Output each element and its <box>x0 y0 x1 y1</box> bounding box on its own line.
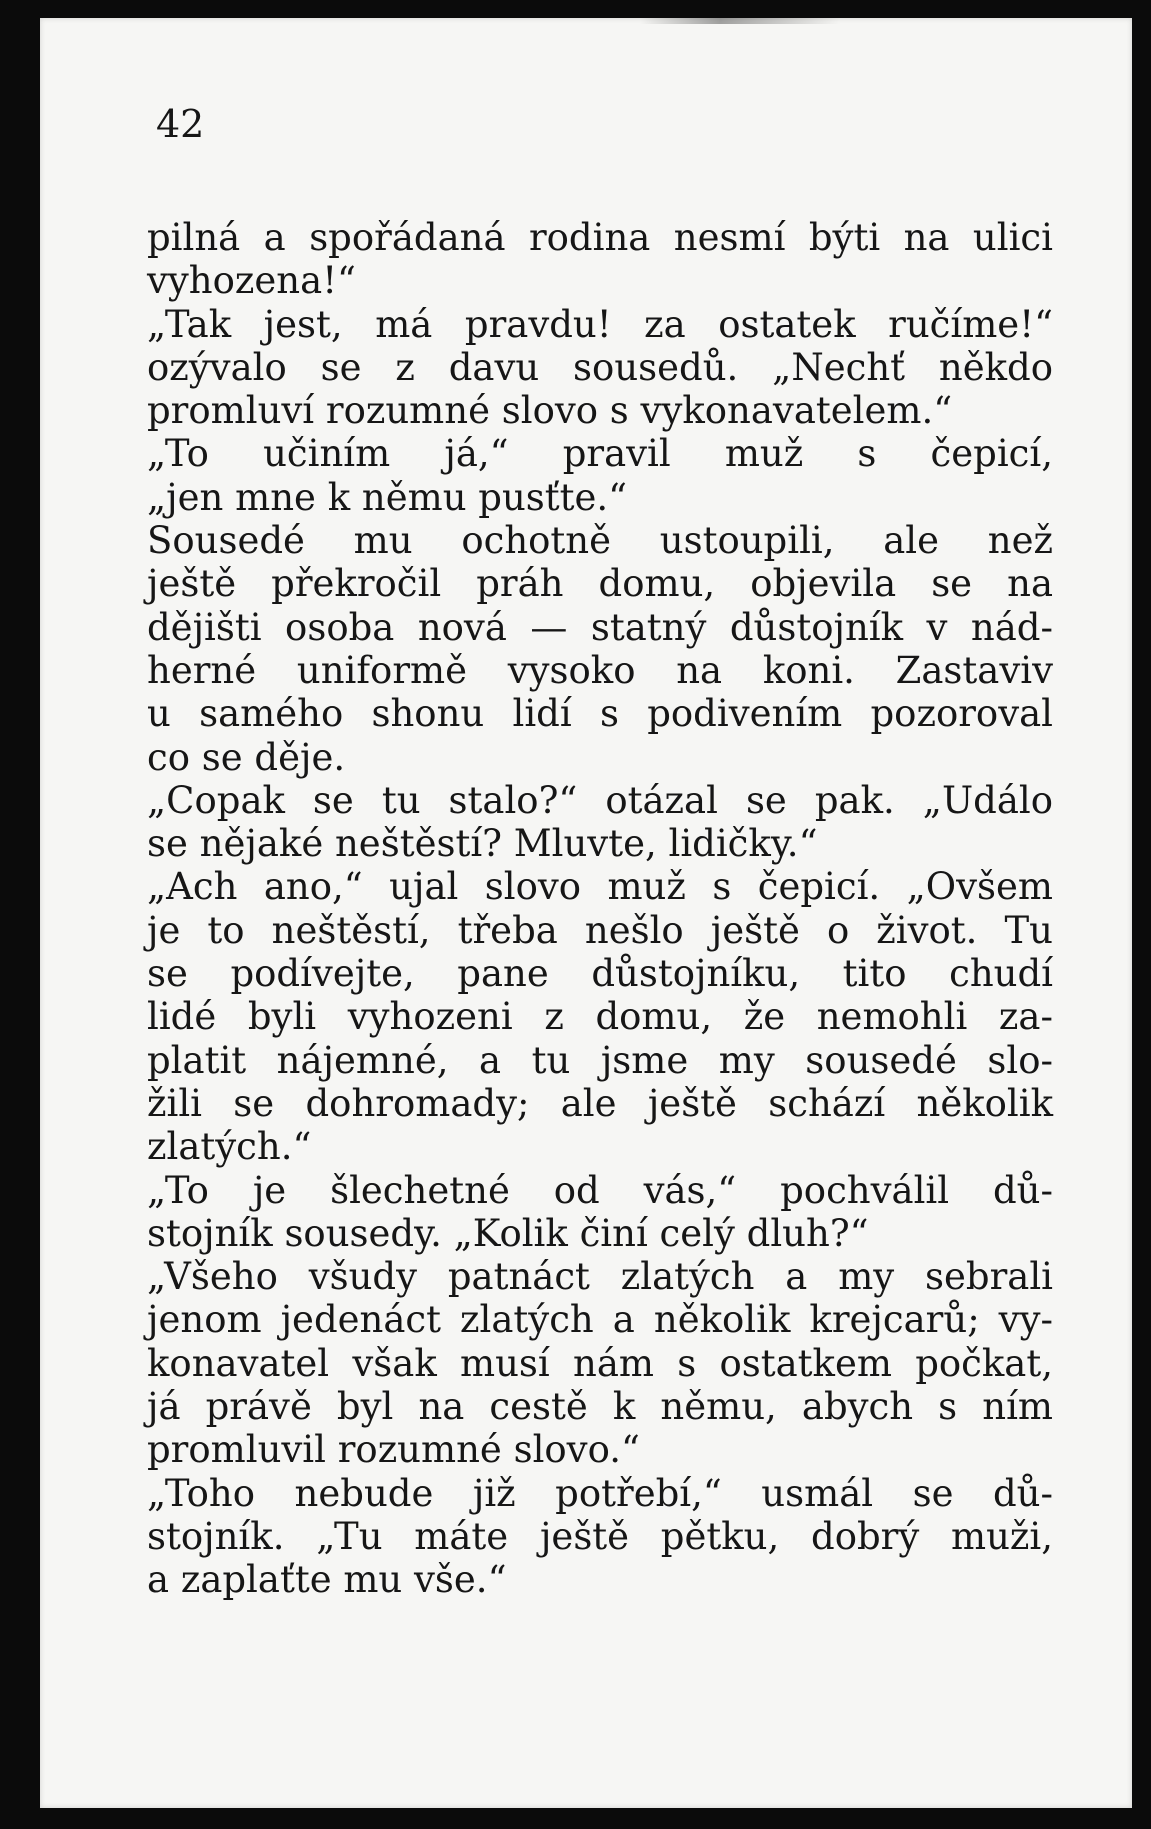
text-line: Sousedé mu ochotně ustoupili, ale než <box>147 519 1053 563</box>
text-line: dějišti osoba nová — statný důstojník v nád- <box>147 605 1053 649</box>
text-line: promluví rozumné slovo s vykonavatelem.“ <box>147 389 953 433</box>
text-line: zlatých.“ <box>147 1125 312 1169</box>
text-line: vyhozena!“ <box>147 259 356 303</box>
text-line: promluvil rozumné slovo.“ <box>147 1428 640 1472</box>
text-line: u samého shonu lidí s podivením pozoroval <box>147 692 1053 736</box>
text-line: konavatel však musí nám s ostatkem počkat, <box>147 1341 1053 1385</box>
text-line: se podívejte, pane důstojníku, tito chudí <box>147 952 1053 996</box>
text-line: se nějaké neštěstí? Mluvte, lidičky.“ <box>147 822 818 866</box>
text-line: stojník. „Tu máte ještě pětku, dobrý muži, <box>147 1514 1053 1558</box>
text-line: je to neštěstí, třeba nešlo ještě o život. Tu <box>147 908 1053 952</box>
text-line: „Tak jest, má pravdu! za ostatek ručíme!“ <box>147 302 1053 346</box>
text-line: stojník sousedy. „Kolik činí celý dluh?“ <box>147 1211 869 1255</box>
text-line: „Všeho všudy patnáct zlatých a my sebrali <box>147 1255 1053 1299</box>
text-line: „Copak se tu stalo?“ otázal se pak. „Událo <box>147 778 1053 822</box>
text-line: „Ach ano,“ ujal slovo muž s čepicí. „Ovšem <box>147 865 1053 909</box>
page-number: 42 <box>156 102 205 146</box>
text-line: já právě byl na cestě k němu, abych s ním <box>147 1385 1053 1429</box>
body-text <box>147 216 1053 1602</box>
text-line: platit nájemné, a tu jsme my sousedé slo- <box>147 1038 1053 1082</box>
text-line: lidé byli vyhozeni z domu, že nemohli za- <box>147 995 1053 1039</box>
text-line: co se děje. <box>147 735 346 779</box>
text-line: „To je šlechetné od vás,“ pochválil dů- <box>147 1168 1053 1212</box>
text-line: a zaplaťte mu vše.“ <box>147 1558 507 1602</box>
text-line: ozývalo se z davu sousedů. „Nechť někdo <box>147 345 1053 389</box>
text-line: „To učiním já,“ pravil muž s čepicí, <box>147 432 1053 476</box>
text-line: žili se dohromady; ale ještě schází několik <box>147 1081 1053 1125</box>
text-line: „Toho nebude již potřebí,“ usmál se dů- <box>147 1471 1053 1515</box>
text-line: jenom jedenáct zlatých a několik krejcarů; vy- <box>147 1298 1053 1342</box>
text-line: „jen mne k němu pusťte.“ <box>147 475 628 519</box>
text-line: ještě překročil práh domu, objevila se na <box>147 562 1053 606</box>
text-line: herné uniformě vysoko na koni. Zastaviv <box>147 648 1053 692</box>
page-edge-shadow <box>640 18 840 24</box>
text-line: pilná a spořádaná rodina nesmí býti na ulici <box>147 216 1053 259</box>
